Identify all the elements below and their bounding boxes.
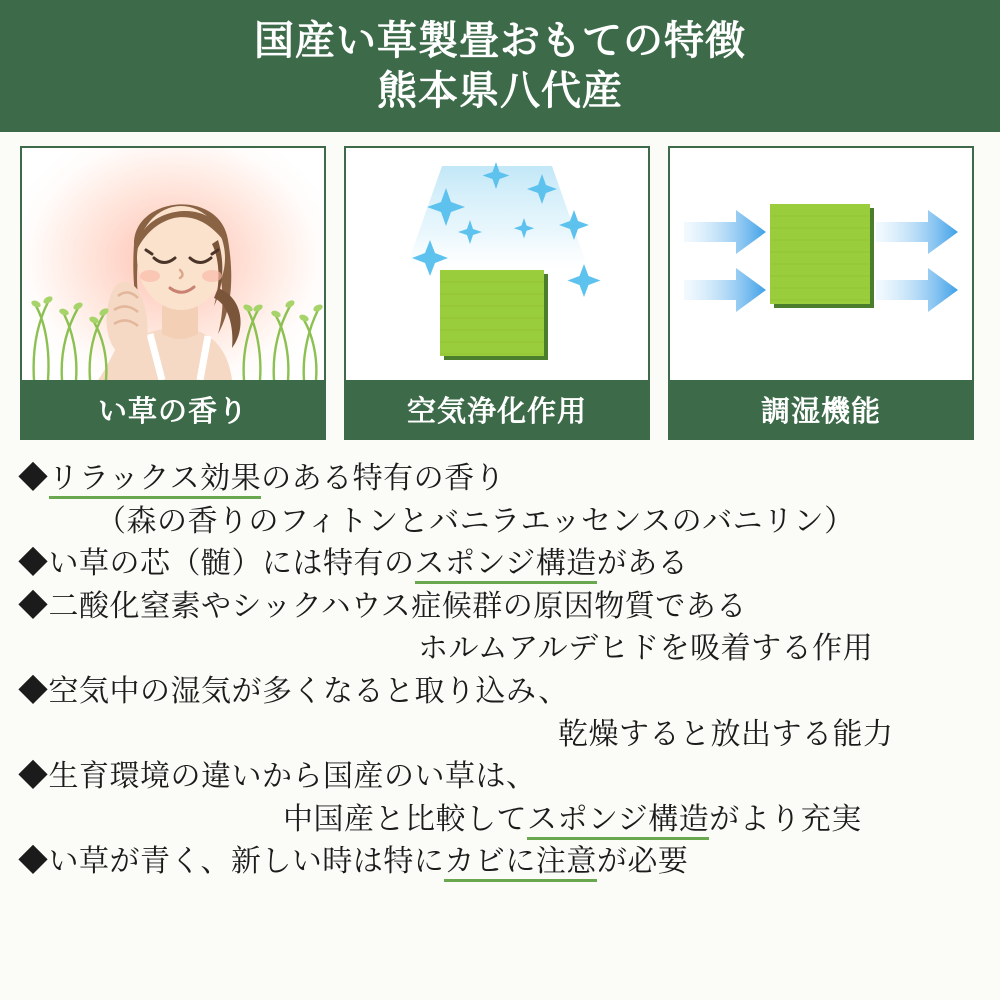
humidity-arrows-icon — [670, 148, 972, 380]
feature-text: が必要 — [596, 845, 689, 879]
feature-text: 空気中の湿気が多くなると取り込み、 — [48, 674, 569, 708]
feature-cards — [0, 132, 1000, 440]
bullet-diamond-icon: ◆ — [18, 845, 49, 879]
feature-text: ホルムアルデヒドを吸着する作用 — [418, 632, 874, 666]
feature-text: がある — [596, 547, 689, 581]
highlighted-term: カビに注意 — [444, 845, 597, 882]
highlighted-term: スポンジ構造 — [415, 547, 597, 584]
feature-text: 中国産と比較して — [283, 802, 527, 836]
feature-line — [18, 628, 982, 671]
bullet-diamond-icon: ◆ — [18, 589, 49, 623]
feature-line — [18, 586, 982, 629]
feature-line — [18, 714, 982, 757]
feature-line — [18, 841, 982, 884]
feature-text: 生育環境の違いから国産のい草は、 — [48, 760, 537, 794]
feature-line — [18, 799, 982, 842]
bullet-diamond-icon: ◆ — [18, 674, 49, 708]
feature-line — [18, 756, 982, 799]
page-title-line2: 熊本県八代産 — [377, 69, 623, 113]
feature-text: のある特有の香り — [261, 462, 506, 495]
tatami-mat-icon — [346, 148, 648, 380]
bullet-diamond-icon: ◆ — [18, 462, 49, 495]
tatami-mat-humidity-control-arrows-illustration — [670, 148, 972, 380]
feature-card-humidity — [668, 146, 974, 440]
page-title-line1: 国産い草製畳おもての特徴 — [254, 19, 746, 63]
page-header — [0, 0, 1000, 132]
feature-line — [18, 543, 982, 586]
highlighted-term: リラックス効果 — [49, 462, 262, 499]
feature-line — [18, 501, 982, 544]
highlighted-term: スポンジ構造 — [527, 803, 709, 840]
feature-text: （森の香りのフィトンとバニラエッセンスのバニリン） — [96, 504, 855, 538]
feature-card-caption: 調湿機能 — [670, 380, 972, 438]
woman-relaxing-with-igusa-grass-illustration — [22, 148, 324, 380]
feature-card-caption: 空気浄化作用 — [346, 380, 648, 438]
feature-card-air-purification — [344, 146, 650, 440]
feature-list — [0, 440, 1000, 884]
feature-text: 乾燥すると放出する能力 — [558, 717, 894, 751]
feature-card-scent — [20, 146, 326, 440]
bullet-diamond-icon: ◆ — [18, 547, 49, 581]
bullet-diamond-icon: ◆ — [18, 760, 49, 794]
feature-line — [18, 671, 982, 714]
feature-text: い草が青く、新しい時は特に — [48, 845, 445, 879]
feature-card-caption: い草の香り — [22, 380, 324, 438]
igusa-grass-icon — [22, 260, 324, 380]
feature-text: 二酸化窒素やシックハウス症候群の原因物質である — [48, 589, 747, 623]
feature-line — [18, 458, 982, 501]
feature-text: い草の芯（髄）には特有の — [48, 547, 415, 581]
feature-text: がより充実 — [709, 802, 862, 836]
tatami-mat-air-purification-sparkle-illustration — [346, 148, 648, 380]
